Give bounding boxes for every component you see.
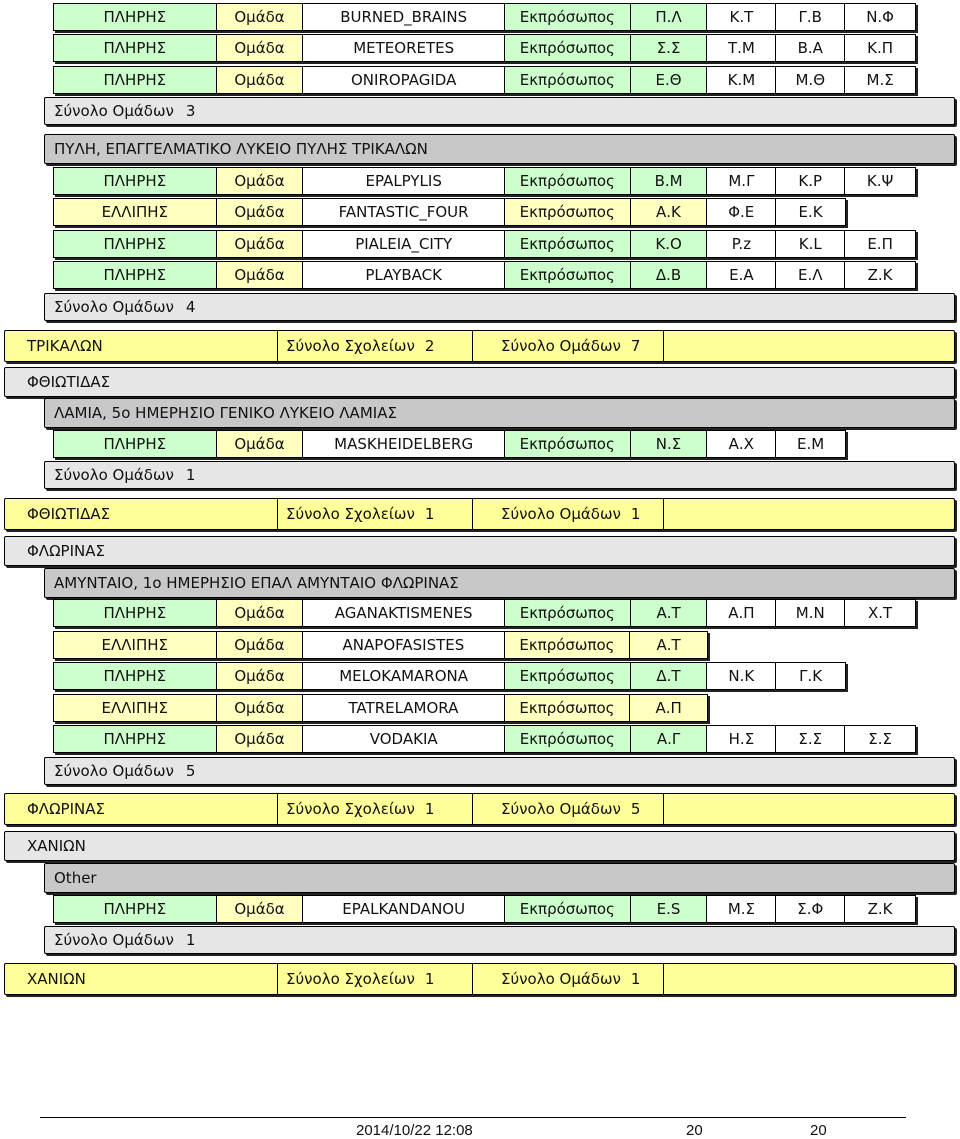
total-teams-label: Σύνολο Ομάδων (54, 762, 174, 780)
region-name: ΦΘΙΩΤΙΔΑΣ (27, 373, 111, 391)
rep-initials: Σ.Σ (631, 35, 708, 61)
team-name: TATRELAMORA (303, 695, 504, 721)
team-row (53, 34, 916, 62)
total-schools-value: 1 (424, 800, 435, 818)
rep-label: Εκπρόσωπος (505, 632, 631, 658)
total-teams-value: 1 (630, 505, 641, 523)
member-initials: Γ.Κ (776, 663, 845, 689)
region-summary-schools (278, 964, 473, 994)
school-header (44, 398, 955, 428)
region-summary-blank (664, 794, 954, 824)
total-teams-label: Σύνολο Ομάδων (54, 466, 174, 484)
member-initials: Μ.Σ (707, 896, 776, 922)
member-initials: Φ.Ε (707, 199, 776, 225)
team-name: EPALKANDANOU (303, 896, 505, 922)
member-initials: Χ.Τ (845, 600, 915, 626)
team-label: Ομάδα (217, 4, 304, 30)
footer-page-number: 20 (686, 1122, 703, 1139)
member-initials: Κ.Ψ (845, 168, 915, 194)
rep-initials: Α.Γ (631, 726, 708, 752)
team-row (53, 662, 846, 690)
school-name: Other (54, 869, 97, 887)
region-summary (4, 793, 955, 825)
region-summary-teams (473, 964, 664, 994)
team-status: ΠΛΗΡΗΣ (54, 663, 217, 689)
school-team-total (44, 926, 955, 954)
rep-label: Εκπρόσωπος (505, 168, 631, 194)
total-schools-value: 1 (424, 505, 435, 523)
team-status: ΕΛΛΙΠΗΣ (54, 632, 217, 658)
region-name: ΧΑΝΙΩΝ (27, 837, 86, 855)
rep-label: Εκπρόσωπος (505, 600, 631, 626)
region-summary-name: ΦΘΙΩΤΙΔΑΣ (5, 499, 278, 529)
team-name: MASKHEIDELBERG (303, 431, 504, 457)
rep-initials: Δ.Β (631, 262, 708, 288)
region-summary-blank (664, 331, 954, 361)
team-name: METEORETES (303, 35, 505, 61)
total-teams-label: Σύνολο Ομάδων (54, 298, 174, 316)
team-row (53, 66, 916, 94)
total-teams-value: 7 (630, 337, 641, 355)
member-initials: Μ.Σ (845, 67, 915, 93)
team-label: Ομάδα (217, 431, 304, 457)
team-status: ΠΛΗΡΗΣ (54, 262, 217, 288)
region-summary-schools (278, 499, 473, 529)
rep-label: Εκπρόσωπος (505, 67, 631, 93)
school-team-total (44, 461, 955, 489)
team-status: ΠΛΗΡΗΣ (54, 168, 217, 194)
footer-datetime: 2014/10/22 12:08 (356, 1122, 473, 1139)
team-name: ONIROPAGIDA (303, 67, 505, 93)
team-row (53, 198, 846, 226)
rep-label: Εκπρόσωπος (505, 726, 631, 752)
total-teams-label: Σύνολο Ομάδων (501, 505, 621, 523)
region-summary-name: ΤΡΙΚΑΛΩΝ (5, 331, 278, 361)
team-label: Ομάδα (217, 35, 304, 61)
rep-initials: Δ.Τ (631, 663, 708, 689)
member-initials: Μ.Γ (707, 168, 776, 194)
rep-initials: Π.Λ (631, 4, 708, 30)
member-initials: Σ.Φ (776, 896, 845, 922)
total-teams-label: Σύνολο Ομάδων (54, 931, 174, 949)
team-status: ΠΛΗΡΗΣ (54, 431, 217, 457)
rep-initials: Β.Μ (631, 168, 708, 194)
rep-label: Εκπρόσωπος (505, 262, 631, 288)
team-name: EPALPYLIS (303, 168, 505, 194)
region-summary (4, 498, 955, 530)
team-status: ΠΛΗΡΗΣ (54, 67, 217, 93)
team-row (53, 3, 916, 31)
rep-label: Εκπρόσωπος (505, 896, 631, 922)
team-row (53, 230, 916, 258)
team-name: AGANAKTISMENES (303, 600, 505, 626)
member-initials: Ε.Π (845, 231, 915, 257)
region-header (4, 831, 955, 861)
school-team-total (44, 293, 955, 321)
footer-total-pages: 20 (810, 1122, 827, 1139)
rep-initials: Α.Τ (631, 600, 708, 626)
member-initials: Σ.Σ (845, 726, 915, 752)
team-row (53, 599, 916, 627)
member-initials: Τ.Μ (707, 35, 776, 61)
member-initials: Β.Α (776, 35, 845, 61)
total-teams-label: Σύνολο Ομάδων (501, 800, 621, 818)
rep-initials: Κ.Ο (631, 231, 708, 257)
total-teams-value: 5 (185, 762, 196, 780)
region-summary (4, 963, 955, 995)
total-teams-label: Σύνολο Ομάδων (501, 337, 621, 355)
team-label: Ομάδα (217, 67, 304, 93)
region-summary-schools (278, 794, 473, 824)
team-label: Ομάδα (217, 695, 304, 721)
rep-label: Εκπρόσωπος (505, 35, 631, 61)
region-header (4, 536, 955, 566)
school-team-total (44, 97, 955, 125)
school-name: ΑΜΥΝΤΑΙΟ, 1ο ΗΜΕΡΗΣΙΟ ΕΠΑΛ ΑΜΥΝΤΑΙΟ ΦΛΩΡΙΝΑΣ (54, 574, 459, 592)
rep-label: Εκπρόσωπος (505, 199, 631, 225)
rep-initials: Ε.Θ (631, 67, 708, 93)
member-initials: Ζ.Κ (845, 262, 915, 288)
total-teams-value: 1 (185, 466, 196, 484)
region-summary (4, 330, 955, 362)
region-summary-blank (664, 499, 954, 529)
member-initials: P.z (707, 231, 776, 257)
team-row (53, 725, 916, 753)
region-summary-teams (473, 331, 664, 361)
team-label: Ομάδα (217, 262, 304, 288)
team-label: Ομάδα (217, 231, 304, 257)
region-summary-blank (664, 964, 954, 994)
total-schools-label: Σύνολο Σχολείων (286, 970, 415, 988)
rep-initials: Α.Π (630, 695, 707, 721)
region-summary-name: ΦΛΩΡΙΝΑΣ (5, 794, 278, 824)
member-initials: Ε.Λ (776, 262, 845, 288)
rep-label: Εκπρόσωπος (505, 663, 631, 689)
team-row (53, 631, 708, 659)
team-name: MELOKAMARONA (303, 663, 504, 689)
team-row (53, 895, 916, 923)
school-name: ΠΥΛΗ, ΕΠΑΓΓΕΛΜΑΤΙΚΟ ΛΥΚΕΙΟ ΠΥΛΗΣ ΤΡΙΚΑΛΩΝ (54, 140, 428, 158)
total-teams-value: 1 (185, 931, 196, 949)
rep-label: Εκπρόσωπος (505, 695, 631, 721)
team-status: ΠΛΗΡΗΣ (54, 600, 217, 626)
member-initials: Κ.Μ (707, 67, 776, 93)
rep-label: Εκπρόσωπος (505, 231, 631, 257)
region-summary-teams (473, 499, 664, 529)
member-initials: Ν.Φ (845, 4, 915, 30)
member-initials: Κ.Π (845, 35, 915, 61)
member-initials: Μ.Ν (776, 600, 845, 626)
rep-initials: Α.Κ (631, 199, 708, 225)
team-name: FANTASTIC_FOUR (303, 199, 504, 225)
region-name: ΦΛΩΡΙΝΑΣ (27, 542, 105, 560)
member-initials: Κ.Ρ (776, 168, 845, 194)
team-name: BURNED_BRAINS (303, 4, 505, 30)
member-initials: Α.Π (707, 600, 776, 626)
total-teams-value: 3 (185, 102, 196, 120)
school-header (44, 134, 955, 164)
team-label: Ομάδα (217, 168, 304, 194)
total-teams-label: Σύνολο Ομάδων (54, 102, 174, 120)
total-schools-value: 1 (424, 970, 435, 988)
team-name: VODAKIA (303, 726, 505, 752)
team-row (53, 430, 846, 458)
team-status: ΠΛΗΡΗΣ (54, 896, 217, 922)
member-initials: Σ.Σ (776, 726, 845, 752)
team-label: Ομάδα (217, 663, 304, 689)
team-label: Ομάδα (217, 600, 304, 626)
team-row (53, 167, 916, 195)
school-header (44, 568, 955, 598)
total-teams-value: 4 (185, 298, 196, 316)
region-summary-name: ΧΑΝΙΩΝ (5, 964, 278, 994)
team-status: ΠΛΗΡΗΣ (54, 35, 217, 61)
rep-label: Εκπρόσωπος (505, 431, 631, 457)
rep-label: Εκπρόσωπος (505, 4, 631, 30)
team-row (53, 261, 916, 289)
school-team-total (44, 757, 955, 785)
region-header (4, 367, 955, 397)
member-initials: K.L (776, 231, 845, 257)
team-label: Ομάδα (217, 632, 304, 658)
team-name: ANAPOFASISTES (303, 632, 504, 658)
team-row (53, 694, 708, 722)
school-name: ΛΑΜΙΑ, 5ο ΗΜΕΡΗΣΙΟ ΓΕΝΙΚΟ ΛΥΚΕΙΟ ΛΑΜΙΑΣ (54, 404, 397, 422)
member-initials: Ζ.Κ (845, 896, 915, 922)
total-schools-label: Σύνολο Σχολείων (286, 337, 415, 355)
region-summary-schools (278, 331, 473, 361)
rep-initials: Α.Τ (630, 632, 707, 658)
member-initials: Ε.Κ (776, 199, 845, 225)
rep-initials: E.S (631, 896, 708, 922)
team-label: Ομάδα (217, 896, 304, 922)
total-teams-value: 1 (630, 970, 641, 988)
total-teams-label: Σύνολο Ομάδων (501, 970, 621, 988)
total-schools-label: Σύνολο Σχολείων (286, 505, 415, 523)
total-schools-value: 2 (424, 337, 435, 355)
member-initials: Α.Χ (707, 431, 776, 457)
team-name: PLAYBACK (303, 262, 505, 288)
region-summary-teams (473, 794, 664, 824)
team-status: ΠΛΗΡΗΣ (54, 726, 217, 752)
member-initials: Η.Σ (707, 726, 776, 752)
school-header (44, 863, 955, 893)
team-name: PIALEIA_CITY (303, 231, 505, 257)
member-initials: Γ.Β (776, 4, 845, 30)
team-status: ΠΛΗΡΗΣ (54, 231, 217, 257)
team-status: ΕΛΛΙΠΗΣ (54, 695, 217, 721)
footer-divider (40, 1117, 906, 1118)
member-initials: Ε.Μ (776, 431, 845, 457)
total-teams-value: 5 (630, 800, 641, 818)
team-label: Ομάδα (217, 199, 304, 225)
total-schools-label: Σύνολο Σχολείων (286, 800, 415, 818)
member-initials: Ν.Κ (707, 663, 776, 689)
team-status: ΠΛΗΡΗΣ (54, 4, 217, 30)
team-label: Ομάδα (217, 726, 304, 752)
member-initials: Ε.Α (707, 262, 776, 288)
member-initials: Κ.Τ (707, 4, 776, 30)
team-status: ΕΛΛΙΠΗΣ (54, 199, 217, 225)
rep-initials: Ν.Σ (631, 431, 708, 457)
member-initials: Μ.Θ (776, 67, 845, 93)
